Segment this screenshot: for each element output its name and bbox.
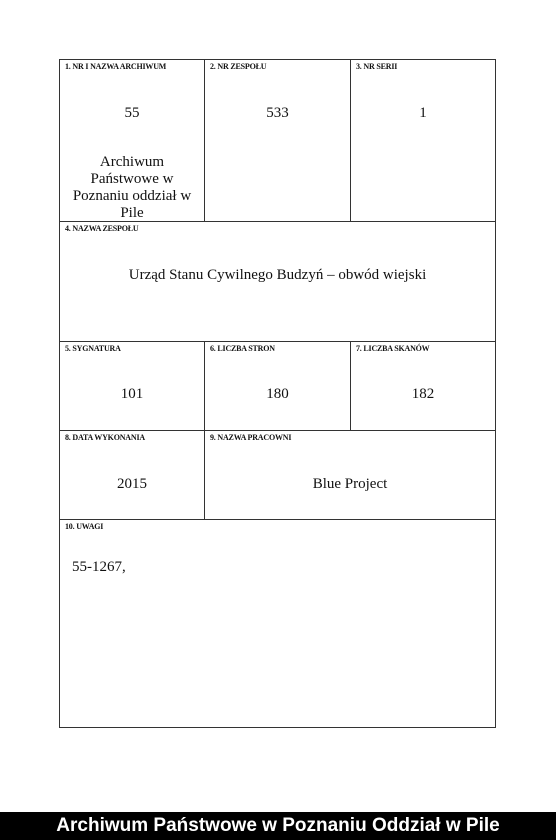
fonds-name-cell <box>60 222 495 342</box>
metadata-card <box>59 59 496 728</box>
signature-label: 5. SYGNATURA <box>65 344 121 353</box>
fonds-name-value: Urząd Stanu Cywilnego Budzyń – obwód wiejski <box>128 267 427 283</box>
scan-count-label: 7. LICZBA SKANÓW <box>356 344 430 353</box>
notes-label: 10. UWAGI <box>65 522 104 531</box>
fonds-name-label: 4. NAZWA ZESPOŁU <box>65 224 139 233</box>
archive-number: 55 <box>124 105 140 121</box>
notes-value: 55-1267, <box>72 559 126 575</box>
studio-cell <box>205 431 495 520</box>
fonds-number-value: 533 <box>266 105 289 121</box>
scan-count-value: 182 <box>411 386 435 402</box>
signature-cell <box>60 342 205 431</box>
page-count-label: 6. LICZBA STRON <box>210 344 275 353</box>
series-number-value: 1 <box>419 105 427 121</box>
series-number-label: 3. NR SERII <box>356 62 398 71</box>
archive-cell <box>60 60 205 222</box>
scan-count-cell <box>351 342 495 431</box>
archive-label: 1. NR I NAZWA ARCHIWUM <box>65 62 167 71</box>
signature-value: 101 <box>120 386 144 402</box>
studio-value: Blue Project <box>312 476 388 492</box>
page-count-value: 180 <box>266 386 289 402</box>
archive-footer-banner: Archiwum Państwowe w Poznaniu Oddział w Pile <box>0 812 556 840</box>
notes-cell <box>60 520 495 727</box>
archive-name: Archiwum Państwowe w Poznaniu oddział w Pile <box>72 154 192 221</box>
studio-label: 9. NAZWA PRACOWNI <box>210 433 292 442</box>
date-cell <box>60 431 205 520</box>
fonds-number-label: 2. NR ZESPOŁU <box>210 62 267 71</box>
page-count-cell <box>205 342 351 431</box>
date-label: 8. DATA WYKONANIA <box>65 433 145 442</box>
series-number-cell <box>351 60 495 222</box>
date-value: 2015 <box>117 476 147 492</box>
fonds-number-cell <box>205 60 351 222</box>
